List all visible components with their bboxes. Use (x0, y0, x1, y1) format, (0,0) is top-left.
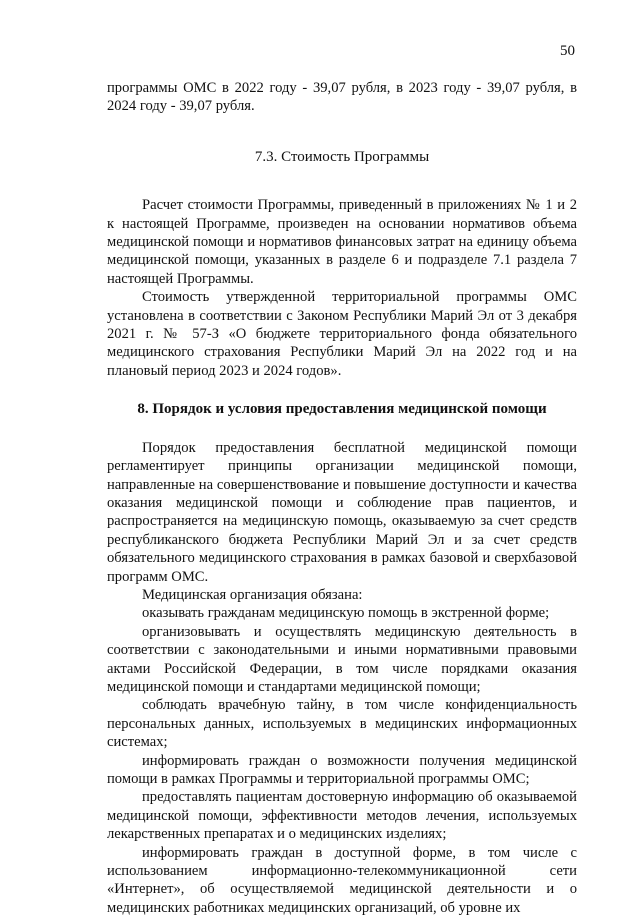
paragraph-program-cost-law: Стоимость утвержденной территориальной программы ОМС установлена в соответствии с Законом Республики Марий Эл от 3 декабря 2021 г. № 57-З «О бюджете территориального фонда обязательного медицинского страхования Республики Марий Эл на 2022 год и на плановый период 2023 и 2024 годов». (107, 289, 577, 379)
document-body (107, 79, 577, 917)
paragraph-obligation-inform-program: информировать граждан о возможности получения медицинской помощи в рамках Программы и территориальной программы ОМС; (107, 752, 577, 787)
paragraph-obligation-emergency: оказывать гражданам медицинскую помощь в экстренной форме; (142, 605, 550, 622)
page-number: 50 (560, 43, 575, 59)
section-7-3-title: 7.3. Стоимость Программы (254, 148, 430, 165)
paragraph-program-cost-calculation: Расчет стоимости Программы, приведенный в приложениях № 1 и 2 к настоящей Программе, произведен на основании нормативов объема медицинской помощи и нормативов финансовых затрат на единицу объема медицинской помощи, указанных в разделе 6 и подразделе 7.1 раздела 7 настоящей Программы. (107, 197, 577, 287)
paragraph-obligation-organize: организовывать и осуществлять медицинскую деятельность в соответствии с законодательными и иными нормативными правовыми актами Российской Федерации, в том числе порядками оказания медицинской помощи и стандартами медицинской помощи; (107, 623, 577, 695)
paragraph-obligation-inform-internet: информировать граждан в доступной форме, в том числе с использованием информационно-телекоммуникационной сети «Интернет», об осуществляемой медицинской деятельности и о медицинских работниках медицинских организаций, об уровне их (107, 844, 577, 916)
paragraph-procedure-overview: Порядок предоставления бесплатной медицинской помощи регламентирует принципы организации медицинской помощи, направленные на совершенствование и повышение доступности и качества оказания медицинской помощи и соблюдение прав пациентов, и распространяется на медицинскую помощь, оказываемую за счет средств республиканского бюджета Республики Марий Эл и за счет средств обязательного медицинского страхования в рамках базовой и сверхбазовой программ ОМС. (107, 439, 577, 585)
paragraph-obligation-reliable-info: предоставлять пациентам достоверную информацию об оказываемой медицинской помощи, эффективности методов лечения, используемых лекарственных препаратах и о медицинских изделиях; (107, 789, 577, 843)
paragraph-obligation-confidentiality: соблюдать врачебную тайну, в том числе конфиденциальность персональных данных, используемых в медицинских информационных системах; (107, 697, 577, 751)
paragraph-obligations-intro: Медицинская организация обязана: (142, 586, 363, 603)
section-8-heading: 8. Порядок и условия предоставления медицинской помощи (137, 401, 547, 418)
paragraph-continuation: программы ОМС в 2022 году - 39,07 рубля, в 2023 году - 39,07 рубля, в 2024 году - 39,07 рубля. (107, 80, 577, 115)
